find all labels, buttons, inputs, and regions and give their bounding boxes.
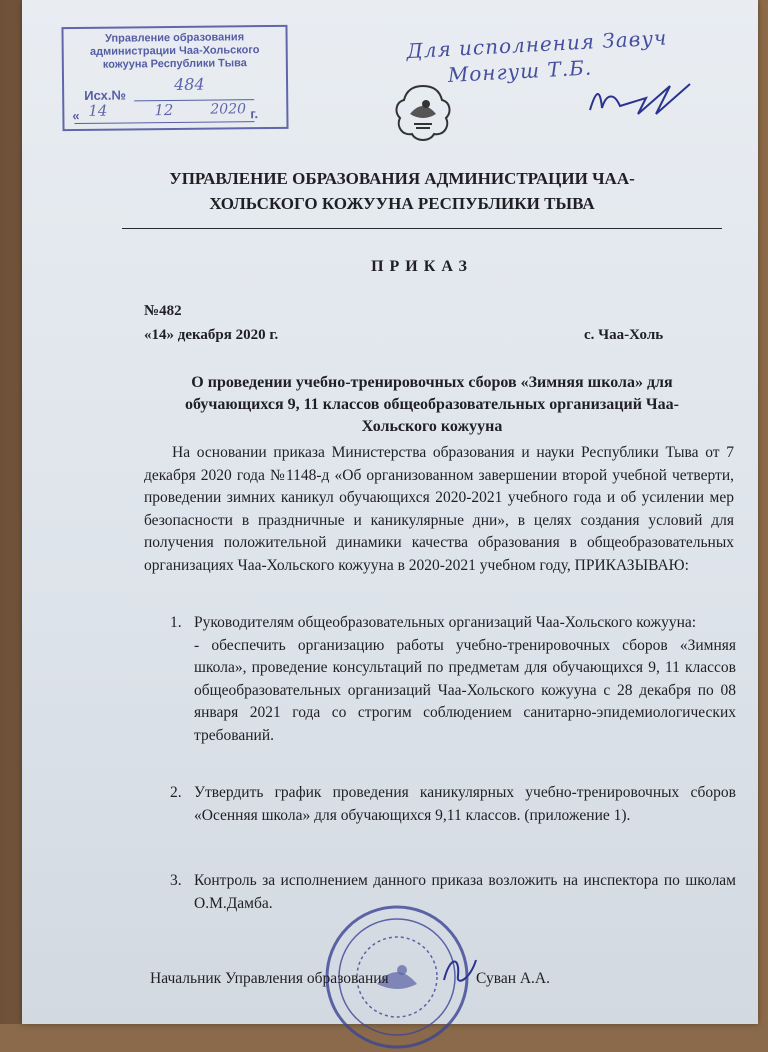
stamp-date-year: 2020 [210,101,247,118]
stamp-year-suffix: г. [250,106,259,122]
item-number: 2. [170,784,182,801]
resolution-line1: Для исполнения Завуч [405,25,668,64]
stamp-date-underline [74,121,254,124]
order-place: с. Чаа-Холь [584,327,664,343]
organization-heading: УПРАВЛЕНИЕ ОБРАЗОВАНИЯ АДМИНИСТРАЦИИ ЧАА-ХОЛЬСКОГО КОЖУУНА РЕСПУБЛИКИ ТЫВА [169,169,635,213]
item-text: Утвердить график проведения каникулярных учебно-тренировочных сборов «Осенняя школа» для обучающихся 9,11 классов. (приложение 1). [194,784,736,824]
signatory-position: Начальник Управления образования [150,970,389,987]
stamp-org-line1: Управление образования [105,31,245,45]
signatory-name: Суван А.А. [476,970,551,987]
stamp-date-month: 12 [154,101,174,120]
item-number: 3. [170,872,182,889]
order-number: №482 [144,303,182,319]
item-text: Контроль за исполнением данного приказа возложить на инспектора по школам О.М.Дамба. [194,872,736,912]
signature-scribble-icon [440,950,480,990]
item-subtext: - обеспечить организацию работы учебно-тренировочных сборов «Зимняя школа», проведение консультаций по предметам для обучающихся 9, 11 классов общеобразовательных организаций Чаа-Хольского кожууна с 28 декабря по 08 января 2021 года со строгим соблюдением санитарно-эпидемиологических требований. [194,636,736,744]
document-page [22,0,758,1024]
coat-of-arms-icon [390,80,456,146]
heading-divider [122,228,722,229]
stamp-ref-label: Исх.№ [84,87,127,103]
stamp-date-day: 14 [88,101,108,120]
order-preamble: На основании приказа Министерства образования и науки Республики Тыва от 7 декабря 2020 года №1148-д «Об организованном завершении второй учебной четверти, проведении зимних каникул обучающихся 2020-2021 учебного года и об усилении мер безопасности в праздничные и каникулярные дни», в целях создания условий для получения положительной динамики качества образования в общеобразовательных организациях Чаа-Хольского кожууна в 2020-2021 учебном году, ПРИКАЗЫВАЮ: [144,444,734,574]
stamp-org-line3: кожууна Республики Тыва [102,57,247,71]
order-item-2 [170,782,736,827]
order-item-1 [170,612,736,747]
resolution-signature-icon [586,80,696,120]
stamp-date-prefix: « [72,108,80,124]
item-number: 1. [170,614,182,631]
document-title: ПРИКАЗ [371,258,473,275]
resolution-line2: Монгуш Т.Б. [447,55,593,87]
stamp-org-line2: администрации Чаа-Хольского [89,44,260,58]
item-lead: Руководителям общеобразовательных организаций Чаа-Хольского кожууна: [194,614,697,631]
stamp-ref-number: 484 [173,74,205,95]
registration-stamp [61,25,288,131]
signature-block [150,970,710,988]
order-date: «14» декабря 2020 г. [144,327,279,343]
order-subject: О проведении учебно-тренировочных сборов «Зимняя школа» для обучающихся 9, 11 классов общеобразовательных организаций Чаа-Хольского кожууна [185,374,679,435]
